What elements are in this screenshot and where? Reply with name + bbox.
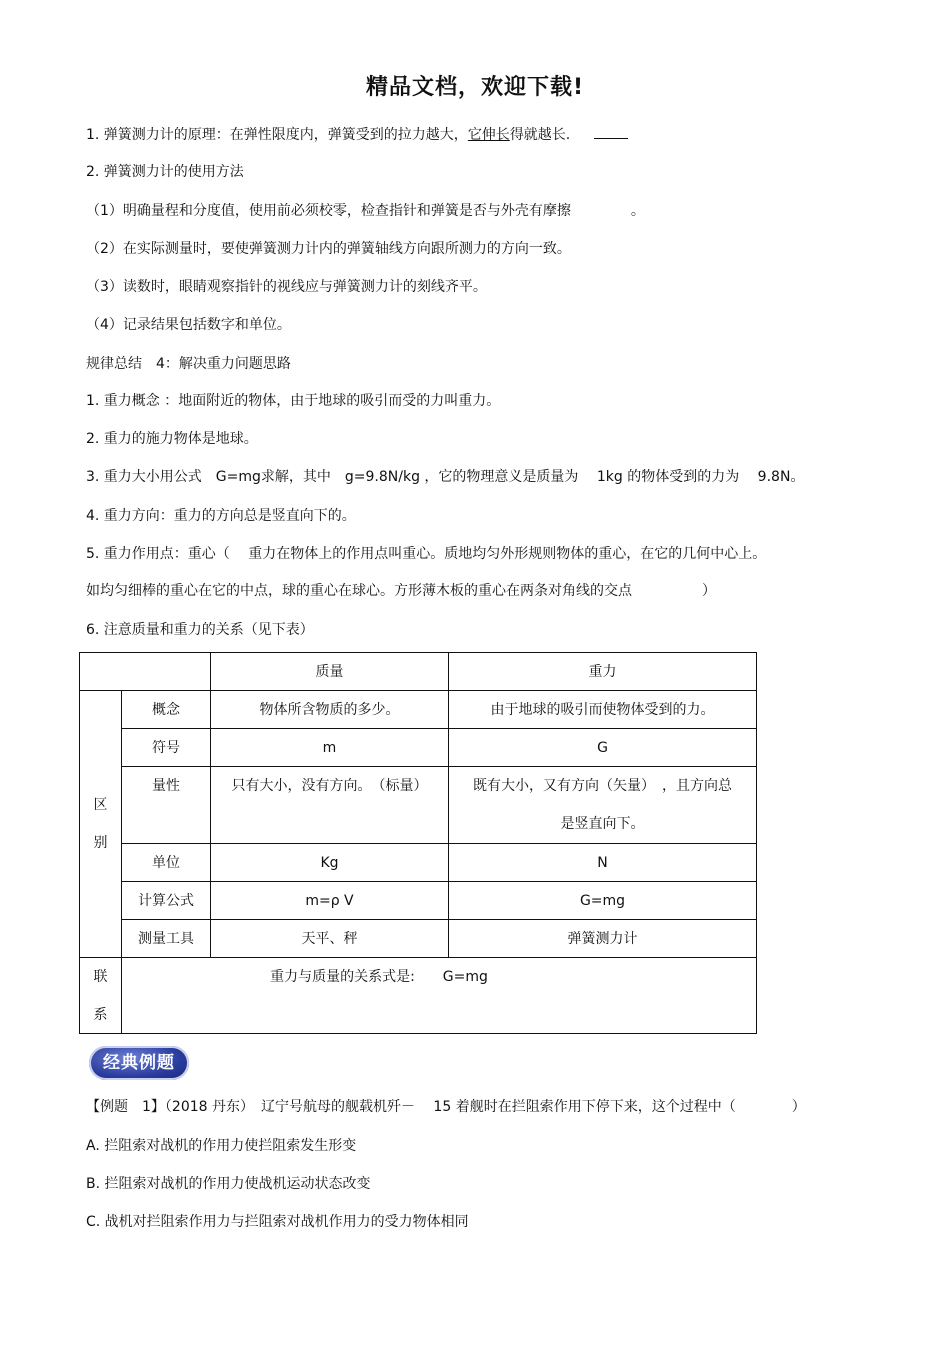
mass-weight-note: 6. 注意质量和重力的关系（见下表） xyxy=(86,622,314,638)
option-b: B. 拦阻索对战机的作用力使战机运动状态改变 xyxy=(86,1176,371,1192)
spring-step-3: （3）读数时，眼睛观察指针的视线应与弹簧测力计的刻线齐平。 xyxy=(86,279,487,295)
row-weight-cell: G xyxy=(449,729,757,767)
table-row xyxy=(80,767,757,844)
mass-weight-table xyxy=(79,652,757,1034)
row-label: 计算公式 xyxy=(122,882,211,920)
table-group-link xyxy=(80,958,122,1034)
row-mass-cell: 物体所含物质的多少。 xyxy=(211,691,449,729)
gravity-point-examples-text: 如均匀细棒的重心在它的中点，球的重心在球心。方形薄木板的重心在两条对角线的交点 xyxy=(86,583,632,599)
group-diff-char-2: 别 xyxy=(93,835,108,851)
spring-step-1-text: （1）明确量程和分度值，使用前必须校零，检查指针和弹簧是否与外壳有摩擦 xyxy=(86,203,571,219)
table-group-difference xyxy=(80,691,122,958)
row-weight-cell: 弹簧测力计 xyxy=(449,920,757,958)
table-header-mass: 质量 xyxy=(211,653,449,691)
row-label: 概念 xyxy=(122,691,211,729)
row-label: 符号 xyxy=(122,729,211,767)
option-c: C. 战机对拦阻索作用力与拦阻索对战机作用力的受力物体相同 xyxy=(86,1214,469,1230)
row-weight-cell: G=mg xyxy=(449,882,757,920)
row-weight-line-1: 既有大小，又有方向（矢量） ，且方向总 xyxy=(473,778,732,794)
row-weight-cell xyxy=(449,767,757,844)
gravity-source: 2. 重力的施力物体是地球。 xyxy=(86,431,258,447)
row-mass-cell: 天平、秤 xyxy=(211,920,449,958)
row-label: 测量工具 xyxy=(122,920,211,958)
table-row xyxy=(80,691,757,729)
classic-example-badge: 经典例题 xyxy=(89,1046,189,1080)
table-corner-cell xyxy=(80,653,211,691)
spring-principle-underlined: 它伸长 xyxy=(467,127,510,143)
group-link-char-1: 联 xyxy=(93,969,108,985)
table-row-link xyxy=(80,958,757,1034)
row-mass-cell: 只有大小，没有方向。 （标量） xyxy=(211,767,449,844)
spring-principle xyxy=(86,124,628,145)
row-weight-cell: N xyxy=(449,844,757,882)
gravity-point: 5. 重力作用点：重心（ 重力在物体上的作用点叫重心。质地均匀外形规则物体的重心，在它的几何中心上。 xyxy=(86,546,767,562)
row-mass-cell: m xyxy=(211,729,449,767)
spring-principle-text: 1. 弹簧测力计的原理：在弹性限度内，弹簧受到的拉力越大， xyxy=(86,127,468,143)
table-row xyxy=(80,844,757,882)
row-weight-cell: 由于地球的吸引而使物体受到的力。 xyxy=(449,691,757,729)
spring-principle-end: 得就越长. xyxy=(509,127,571,143)
gravity-point-examples xyxy=(86,581,716,601)
gravity-formula: 3. 重力大小用公式 G=mg求解，其中 g=9.8N/kg ，它的物理意义是质量为 1kg 的物体受到的力为 9.8N。 xyxy=(86,469,805,485)
row-label: 单位 xyxy=(122,844,211,882)
row-mass-cell: m=ρ V xyxy=(211,882,449,920)
link-relation-cell: 重力与质量的关系式是: G=mg xyxy=(122,958,757,1034)
spring-step-4: （4）记录结果包括数字和单位。 xyxy=(86,317,291,333)
page-title: 精品文档，欢迎下载! xyxy=(365,75,585,100)
example-question: 【例题 1】（2018 丹东） 辽宁号航母的舰载机歼－ 15 着舰时在拦阻索作用下停下来，这个过程中（ ） xyxy=(86,1099,806,1115)
row-weight-line-2: 是竖直向下。 xyxy=(560,816,645,832)
group-diff-char-1: 区 xyxy=(93,797,108,813)
gravity-direction: 4. 重力方向：重力的方向总是竖直向下的。 xyxy=(86,508,356,524)
gravity-concept: 1. 重力概念 ：地面附近的物体，由于地球的吸引而受的力叫重力。 xyxy=(86,393,501,409)
table-row xyxy=(80,729,757,767)
table-row xyxy=(80,920,757,958)
spring-step-1-end: 。 xyxy=(630,203,645,219)
spring-step-1 xyxy=(86,201,645,221)
fill-blank xyxy=(594,124,628,139)
table-row xyxy=(80,882,757,920)
option-a: A. 拦阻索对战机的作用力使拦阻索发生形变 xyxy=(86,1138,357,1154)
spring-usage-heading: 2. 弹簧测力计的使用方法 xyxy=(86,164,244,180)
gravity-summary-heading: 规律总结 4：解决重力问题思路 xyxy=(86,356,291,372)
table-header-row xyxy=(80,653,757,691)
spring-step-2: （2）在实际测量时，要使弹簧测力计内的弹簧轴线方向跟所测力的方向一致。 xyxy=(86,241,571,257)
group-link-char-2: 系 xyxy=(93,1007,108,1023)
row-mass-cell: Kg xyxy=(211,844,449,882)
row-label: 量性 xyxy=(122,767,211,844)
table-header-weight: 重力 xyxy=(449,653,757,691)
gravity-point-examples-end: ） xyxy=(702,583,716,599)
